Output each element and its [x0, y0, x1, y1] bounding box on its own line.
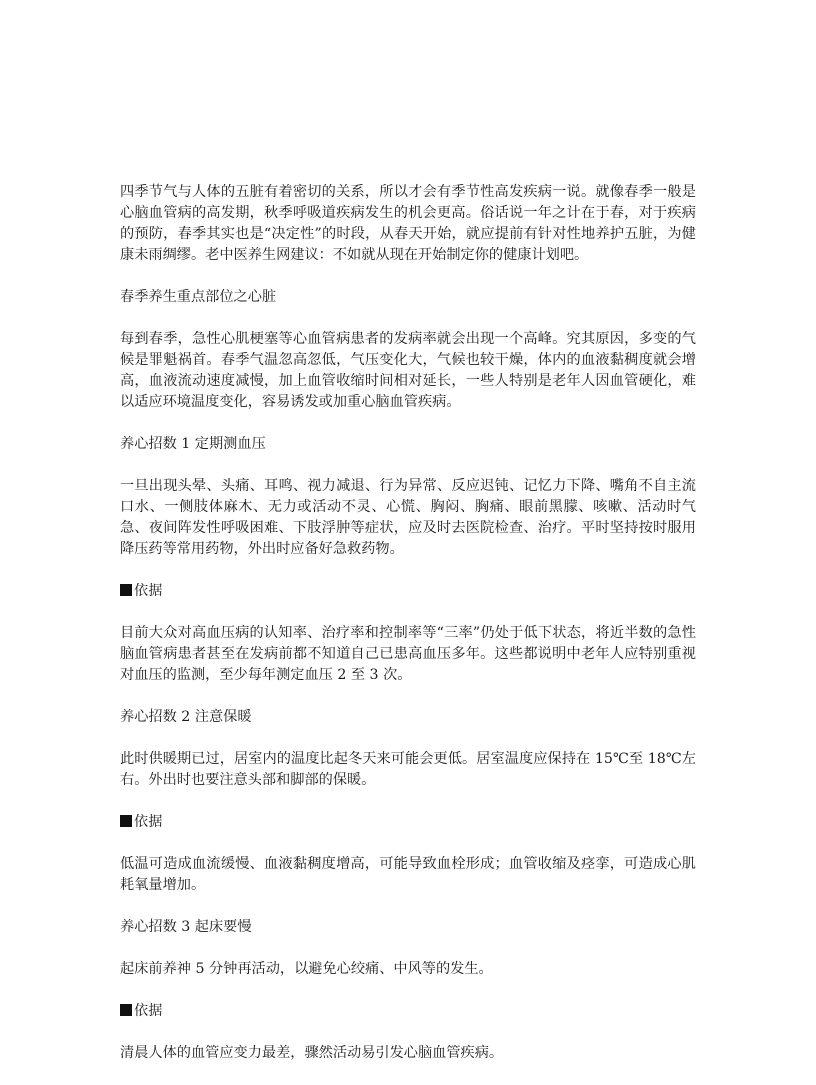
document-page	[120, 182, 696, 1085]
tip-2-basis-text: 低温可造成血流缓慢、血液黏稠度增高，可能导致血栓形成；血管收缩及痉挛，可造成心肌耗氧量增加。	[120, 856, 696, 893]
basis-label: 依据	[134, 814, 163, 830]
tip-1-basis-label	[120, 581, 696, 602]
black-square-icon	[120, 1004, 132, 1016]
tip-1-title: 养心招数 1 定期测血压	[120, 436, 266, 452]
tip-1-body: 一旦出现头晕、头痛、耳鸣、视力减退、行为异常、反应迟钝、记忆力下降、嘴角不自主流口水、一侧肢体麻木、无力或活动不灵、心慌、胸闷、胸痛、眼前黑朦、咳嗽、活动时气急、夜间阵发性呼吸困难、下肢浮肿等症状，应及时去医院检查、治疗。平时坚持按时服用降压药等常用药物，外出时应备好急救药物。	[120, 478, 696, 557]
basis-label: 依据	[134, 1003, 163, 1019]
intro-paragraph: 四季节气与人体的五脏有着密切的关系，所以才会有季节性高发疾病一说。就像春季一般是心脑血管病的高发期，秋季呼吸道疾病发生的机会更高。俗话说一年之计在于春，对于疾病的预防，春季其实也是“决定性”的时段，从春天开始，就应提前有针对性地养护五脏，为健康未雨绸缪。老中医养生网建议：不如就从现在开始制定你的健康计划吧。	[120, 184, 696, 263]
section-body: 每到春季，急性心肌梗塞等心血管病患者的发病率就会出现一个高峰。究其原因，多变的气候是罪魁祸首。春季气温忽高忽低，气压变化大，气候也较干燥，体内的血液黏稠度就会增高，血液流动速度减慢，加上血管收缩时间相对延长，一些人特别是老年人因血管硬化，难以适应环境温度变化，容易诱发或加重心脑血管疾病。	[120, 331, 696, 410]
tip-2-title: 养心招数 2 注意保暖	[120, 709, 252, 725]
tip-1-basis-text: 目前大众对高血压病的认知率、治疗率和控制率等“三率”仍处于低下状态，将近半数的急性脑血管病患者甚至在发病前都不知道自己已患高血压多年。这些都说明中老年人应特别重视对血压的监测，至少每年测定血压 2 至 3 次。	[120, 625, 696, 683]
tip-3-title: 养心招数 3 起床要慢	[120, 919, 252, 935]
basis-label: 依据	[134, 583, 163, 599]
black-square-icon	[120, 815, 132, 827]
tip-3-body: 起床前养神 5 分钟再活动，以避免心绞痛、中风等的发生。	[120, 961, 493, 977]
black-square-icon	[120, 584, 132, 596]
section-title: 春季养生重点部位之心脏	[120, 289, 277, 305]
tip-2-body: 此时供暖期已过，居室内的温度比起冬天来可能会更低。居室温度应保持在 15℃至 18℃左右。外出时也要注意头部和脚部的保暖。	[120, 751, 696, 788]
tip-3-basis-text: 清晨人体的血管应变力最差，骤然活动易引发心脑血管疾病。	[120, 1045, 504, 1061]
tip-2-basis-label	[120, 812, 696, 833]
tip-3-basis-label	[120, 1001, 696, 1022]
